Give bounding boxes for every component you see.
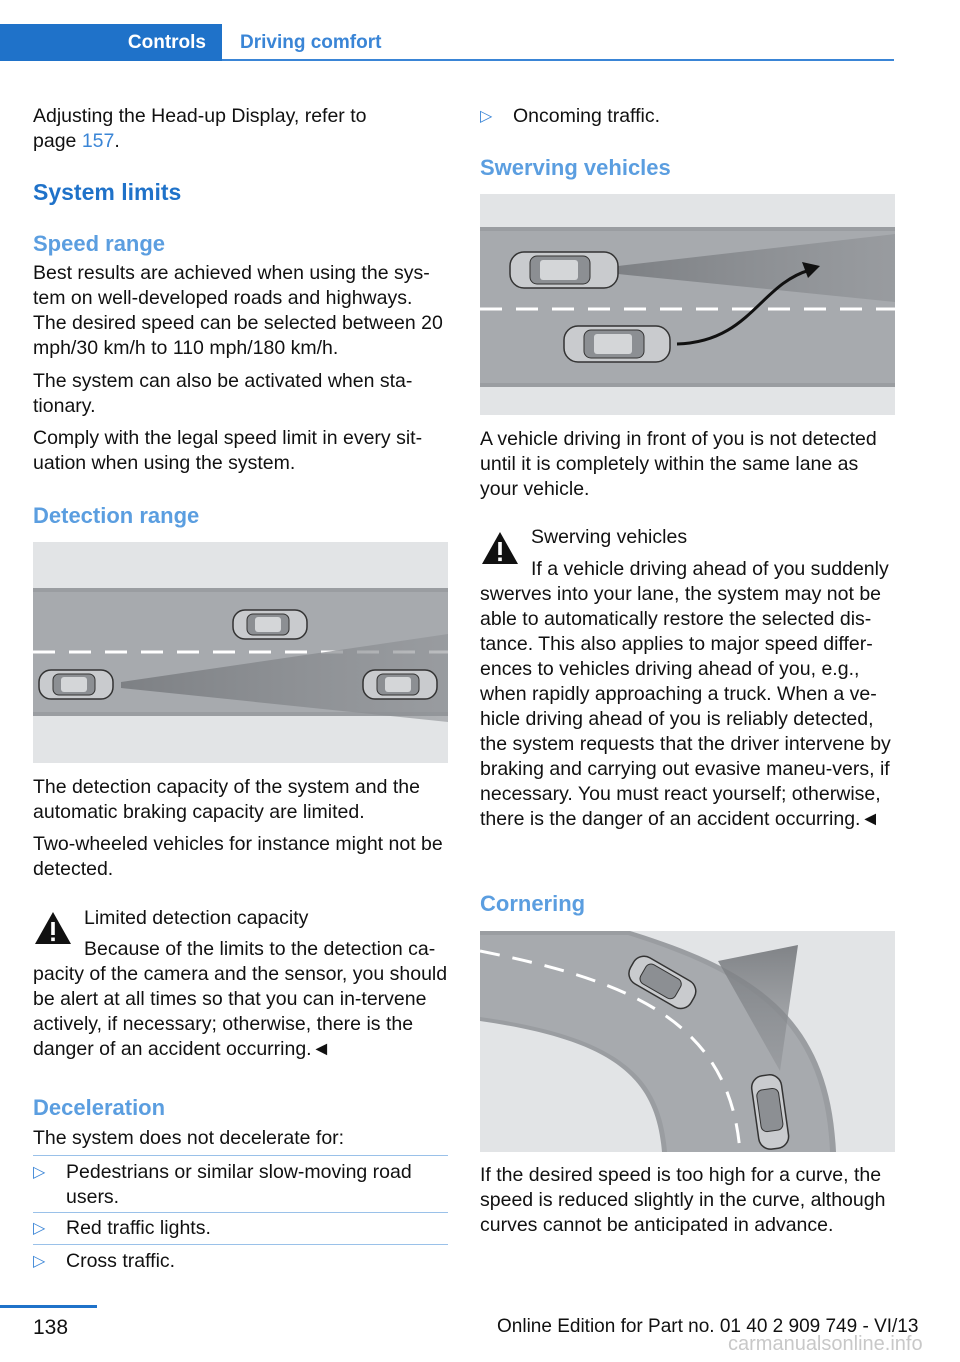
speed-range-paragraph-2: The system can also be activated when sta-tionary. bbox=[33, 370, 413, 417]
header-tabs bbox=[0, 24, 381, 61]
car-far-icon bbox=[363, 670, 437, 699]
heading-deceleration: Deceleration bbox=[33, 1095, 166, 1120]
list-item bbox=[33, 1160, 448, 1212]
tab-driving-comfort[interactable]: Driving comfort bbox=[240, 31, 382, 53]
list-item-text: Oncoming traffic. bbox=[513, 105, 661, 127]
bullet-divider bbox=[33, 1155, 448, 1156]
heading-cornering: Cornering bbox=[480, 891, 586, 916]
list-item bbox=[33, 1249, 448, 1275]
swerving-vehicles-drawing bbox=[480, 194, 895, 415]
warning-body-swerving: If a vehicle driving ahead of you suddenly swerves into your lane, the system may not be able to automatically restore the selected dis-tance. This also applies to major speed differ-ences to vehicles driving ahead of you, e.g., when rapidly approaching a truck. When a ve-hicle driving ahead of you is reliably detected, the system requests that the driver intervene by braking and carrying out evasive maneu-vers, if necessary. You must react yourself; otherwise, there is the danger of an accident occurring.◄ bbox=[480, 558, 891, 830]
detection-range-illustration bbox=[33, 542, 448, 763]
edition-note: Online Edition for Part no. 01 40 2 909 749 - VI/13 bbox=[497, 1316, 919, 1337]
warning-title-detection: Limited detection capacity bbox=[84, 907, 309, 929]
car-ahead-icon bbox=[510, 252, 618, 288]
footer-divider bbox=[0, 1305, 97, 1308]
swerving-paragraph-1: A vehicle driving in front of you is not detected until it is completely within the same lane as your vehicle. bbox=[480, 428, 877, 500]
list-item-text: Red traffic lights. bbox=[66, 1217, 211, 1239]
detection-range-drawing bbox=[33, 542, 448, 763]
page-number: 138 bbox=[33, 1316, 69, 1339]
list-item bbox=[480, 104, 895, 130]
cornering-paragraph-1: If the desired speed is too high for a curve, the speed is reduced slightly in the curve, although curves cannot be anticipated in advance. bbox=[480, 1164, 886, 1236]
heading-detection-range: Detection range bbox=[33, 503, 200, 528]
heading-system-limits: System limits bbox=[33, 179, 182, 205]
bullet-divider bbox=[33, 1244, 448, 1245]
triangle-right-icon: ▷ bbox=[33, 1164, 46, 1181]
triangle-right-icon: ▷ bbox=[480, 108, 493, 125]
intro-line1: Adjusting the Head-up Display, refer to bbox=[33, 105, 367, 127]
page-reference-link[interactable]: 157 bbox=[81, 130, 115, 152]
list-item-text: Cross traffic. bbox=[66, 1250, 176, 1272]
list-item bbox=[33, 1216, 448, 1242]
warning-title-swerving: Swerving vehicles bbox=[531, 526, 688, 548]
heading-swerving-vehicles: Swerving vehicles bbox=[480, 155, 671, 180]
car-ahead-icon bbox=[233, 610, 307, 639]
triangle-right-icon: ▷ bbox=[33, 1253, 46, 1270]
list-item-text: Pedestrians or similar slow-moving road users. bbox=[66, 1161, 412, 1208]
detection-paragraph-2: Two-wheeled vehicles for instance might not be detected. bbox=[33, 833, 443, 880]
triangle-right-icon: ▷ bbox=[33, 1220, 46, 1237]
intro-paragraph bbox=[33, 104, 453, 154]
deceleration-intro: The system does not decelerate for: bbox=[33, 1127, 345, 1149]
intro-prefix: page bbox=[33, 130, 82, 152]
speed-range-paragraph-3: Comply with the legal speed limit in every sit-uation when using the system. bbox=[33, 427, 423, 474]
detection-paragraph-1: The detection capacity of the system and the automatic braking capacity are limited. bbox=[33, 776, 420, 823]
warning-body-detection: Because of the limits to the detection ca-pacity of the camera and the sensor, you should be alert at all times so that you can in-tervene actively, if necessary; otherwise, there is the danger of an accident occurring.◄ bbox=[33, 938, 448, 1060]
intro-suffix: . bbox=[114, 130, 120, 152]
speed-range-paragraph-1: Best results are achieved when using the sys-tem on well-developed roads and highways. The desired speed can be selected between 20 mph/30 km/h to 110 mph/180 km/h. bbox=[33, 262, 443, 359]
tab-controls[interactable]: Controls bbox=[0, 24, 222, 61]
watermark: carmanualsonline.info bbox=[728, 1333, 923, 1355]
own-car-icon bbox=[39, 670, 113, 699]
swerving-car-icon bbox=[564, 326, 670, 362]
cornering-drawing bbox=[480, 931, 895, 1152]
bullet-divider bbox=[33, 1212, 448, 1213]
header-divider bbox=[222, 59, 894, 61]
swerving-vehicles-illustration bbox=[480, 194, 895, 415]
cornering-illustration bbox=[480, 931, 895, 1152]
heading-speed-range: Speed range bbox=[33, 231, 166, 256]
